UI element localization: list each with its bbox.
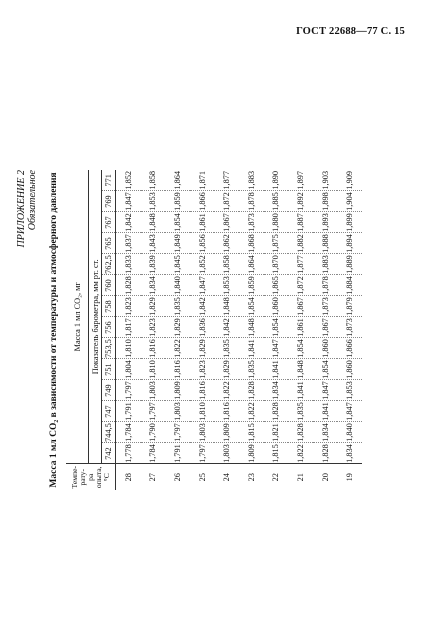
mass-cell: 1,854 xyxy=(312,359,337,380)
pressure-header-cell: 753,5 xyxy=(101,338,115,359)
pressure-header-cell: 747 xyxy=(101,401,115,422)
mass-cell: 1,828 xyxy=(320,444,330,463)
pressure-header-cell: 751 xyxy=(101,359,115,380)
mass-cell: 1,893 xyxy=(312,212,337,233)
mass-cell: 1,797 xyxy=(165,422,190,443)
appendix-title: ПРИЛОЖЕНИЕ 2 xyxy=(15,170,27,248)
mass-cell: 1,848 xyxy=(288,359,313,380)
mass-cell: 1,837 xyxy=(115,233,140,254)
mass-cell: 1,841 xyxy=(288,380,313,401)
mass-cell: 1,878 xyxy=(312,275,337,296)
mass-cell: 1,889 xyxy=(337,254,362,275)
mass-cell: 1,904 xyxy=(337,191,362,212)
table-row xyxy=(337,170,362,490)
mass-cell: 1,867 xyxy=(312,317,337,338)
mass-cell: 1,880 xyxy=(263,212,288,233)
mass-cell: 1,828 xyxy=(263,401,288,422)
mass-cell: 1,847 xyxy=(263,338,288,359)
mass-cell: 1,797 xyxy=(115,380,140,401)
mass-cell: 1,835 xyxy=(214,338,239,359)
mass-cell: 1,847 xyxy=(189,275,214,296)
mass-cell: 1,797 xyxy=(197,444,207,463)
mass-cell: 1,888 xyxy=(312,233,337,254)
mass-cell: 1,897 xyxy=(288,170,313,191)
mass-cell: 1,890 xyxy=(263,170,288,191)
mass-cell: 1,852 xyxy=(189,254,214,275)
mass-cell: 1,835 xyxy=(288,401,313,422)
mass-cell: 1,804 xyxy=(115,359,140,380)
mass-cell: 1,865 xyxy=(263,275,288,296)
pressure-header-cell: 756 xyxy=(101,317,115,338)
mass-cell: 1,909 xyxy=(337,170,362,191)
mass-cell: 1,803 xyxy=(165,401,190,422)
pressure-header-cell: 749 xyxy=(101,380,115,401)
mass-cell: 1,784 xyxy=(115,422,140,443)
pressure-header-cell: 769 xyxy=(101,191,115,212)
mass-cell: 1,835 xyxy=(238,359,263,380)
mass-cell: 1,834 xyxy=(263,380,288,401)
mass-cell: 1,822 xyxy=(214,380,239,401)
appendix-label xyxy=(16,170,38,490)
mass-cell: 1,842 xyxy=(115,212,140,233)
mass-cell: 1,856 xyxy=(189,233,214,254)
mass-cell: 1,885 xyxy=(263,191,288,212)
table-row xyxy=(288,170,313,490)
mass-cell: 1,878 xyxy=(238,191,263,212)
mass-cell: 1,861 xyxy=(288,317,313,338)
mass-cell: 1,854 xyxy=(165,212,190,233)
mass-cell: 1,784 xyxy=(147,444,157,463)
mass-cell: 1,860 xyxy=(337,359,362,380)
table-title: Масса 1 мл CO₂ в зависимости от температуры и атмосферного давления xyxy=(48,172,59,488)
table-row xyxy=(140,170,165,490)
table-row xyxy=(115,170,140,490)
mass-cell: 1,858 xyxy=(214,254,239,275)
mass-cell: 1,809 xyxy=(214,422,239,443)
mass-cell: 1,803 xyxy=(189,422,214,443)
mass-cell: 1,847 xyxy=(312,380,337,401)
mass-cell: 1,899 xyxy=(337,212,362,233)
mass-cell: 1,883 xyxy=(238,170,263,191)
mass-cell: 1,887 xyxy=(288,212,313,233)
mass-cell: 1,864 xyxy=(165,170,190,191)
temperature-cell: 25 xyxy=(189,464,214,490)
mass-cell: 1,867 xyxy=(214,212,239,233)
mass-cell: 1,847 xyxy=(115,191,140,212)
mass-cell: 1,861 xyxy=(189,212,214,233)
pressure-header-cell: 742 xyxy=(101,443,115,464)
mass-cell: 1,797 xyxy=(140,401,165,422)
mass-cell: 1,853 xyxy=(337,380,362,401)
mass-cell: 1,816 xyxy=(165,359,190,380)
mass-cell: 1,872 xyxy=(214,191,239,212)
mass-cell: 1,873 xyxy=(337,317,362,338)
mass-cell: 1,842 xyxy=(189,296,214,317)
mass-cell: 1,822 xyxy=(238,401,263,422)
mass-cell: 1,823 xyxy=(189,359,214,380)
mass-cell: 1,892 xyxy=(288,191,313,212)
mass-cell: 1,871 xyxy=(189,170,214,191)
mass-cell: 1,834 xyxy=(344,444,354,463)
mass-cell: 1,816 xyxy=(140,338,165,359)
pressure-header-cell: 744,5 xyxy=(101,422,115,443)
mass-cell: 1,864 xyxy=(238,254,263,275)
mass-cell: 1,815 xyxy=(270,444,280,463)
temperature-cell: 23 xyxy=(238,464,263,490)
rotated-content xyxy=(16,170,414,490)
mass-cell: 1,809 xyxy=(165,380,190,401)
pressure-header-cell: 765 xyxy=(101,233,115,254)
mass-cell: 1,791 xyxy=(115,401,140,422)
temperature-cell: 20 xyxy=(312,464,337,490)
mass-cell: 1,828 xyxy=(238,380,263,401)
mass-cell: 1,829 xyxy=(189,338,214,359)
table-row xyxy=(263,170,288,490)
mass-cell: 1,875 xyxy=(263,233,288,254)
pressure-header-cell: 760 xyxy=(101,275,115,296)
mass-cell: 1,817 xyxy=(115,317,140,338)
table-row xyxy=(238,170,263,490)
mass-cell: 1,848 xyxy=(214,296,239,317)
mass-cell: 1,840 xyxy=(337,422,362,443)
mass-cell: 1,809 xyxy=(246,444,256,463)
mass-cell: 1,853 xyxy=(214,275,239,296)
mass-cell: 1,854 xyxy=(263,317,288,338)
temperature-cell: 28 xyxy=(115,464,140,490)
mass-cell: 1,828 xyxy=(115,275,140,296)
mass-cell: 1,828 xyxy=(288,422,313,443)
mass-cell: 1,791 xyxy=(172,444,182,463)
mass-cell: 1,803 xyxy=(221,444,231,463)
temperature-cell: 21 xyxy=(288,464,313,490)
mass-header: Масса 1 мл CO₂, мг xyxy=(66,170,89,464)
table-row xyxy=(189,170,214,490)
mass-cell: 1,873 xyxy=(238,212,263,233)
mass-cell: 1,810 xyxy=(115,338,140,359)
temperature-cell: 22 xyxy=(263,464,288,490)
co2-mass-table xyxy=(66,170,362,490)
mass-cell: 1,829 xyxy=(165,317,190,338)
mass-cell: 1,859 xyxy=(238,275,263,296)
mass-cell: 1,860 xyxy=(263,296,288,317)
mass-cell: 1,816 xyxy=(189,380,214,401)
mass-cell: 1,866 xyxy=(337,338,362,359)
mass-cell: 1,877 xyxy=(288,254,313,275)
temperature-cell: 19 xyxy=(337,464,362,490)
mass-cell: 1,836 xyxy=(189,317,214,338)
mass-cell: 1,848 xyxy=(140,212,165,233)
mass-cell: 1,841 xyxy=(312,401,337,422)
mass-cell: 1,810 xyxy=(140,359,165,380)
mass-cell: 1,903 xyxy=(312,170,337,191)
mass-cell: 1,859 xyxy=(165,191,190,212)
temperature-cell: 27 xyxy=(140,464,165,490)
mass-cell: 1,821 xyxy=(263,422,288,443)
mass-cell: 1,873 xyxy=(312,296,337,317)
mass-cell: 1,823 xyxy=(115,296,140,317)
mass-cell: 1,834 xyxy=(140,275,165,296)
pressure-header-cell: 771 xyxy=(101,170,115,191)
mass-cell: 1,822 xyxy=(295,444,305,463)
mass-cell: 1,868 xyxy=(238,233,263,254)
mass-cell: 1,882 xyxy=(288,233,313,254)
mass-cell: 1,816 xyxy=(214,401,239,422)
mass-cell: 1,810 xyxy=(189,401,214,422)
mass-cell: 1,894 xyxy=(337,233,362,254)
mass-cell: 1,860 xyxy=(312,338,337,359)
mass-cell: 1,867 xyxy=(288,296,313,317)
mass-cell: 1,854 xyxy=(288,338,313,359)
mass-cell: 1,835 xyxy=(165,296,190,317)
table-row xyxy=(312,170,337,490)
mass-cell: 1,872 xyxy=(288,275,313,296)
mass-cell: 1,879 xyxy=(337,296,362,317)
mass-cell: 1,853 xyxy=(140,191,165,212)
temperature-header: Темпе- рату- ра опыта, °С xyxy=(66,464,116,490)
mass-cell: 1,862 xyxy=(214,233,239,254)
pressure-header-cell: 758 xyxy=(101,296,115,317)
mass-cell: 1,898 xyxy=(312,191,337,212)
mass-cell: 1,870 xyxy=(263,254,288,275)
mass-cell: 1,877 xyxy=(214,170,239,191)
page-header: ГОСТ 22688—77 С. 15 xyxy=(296,26,405,37)
mass-cell: 1,790 xyxy=(140,422,165,443)
mass-cell: 1,847 xyxy=(337,401,362,422)
mass-cell: 1,845 xyxy=(165,254,190,275)
mass-cell: 1,839 xyxy=(140,254,165,275)
table-row xyxy=(214,170,239,490)
mass-cell: 1,843 xyxy=(140,233,165,254)
appendix-subtitle: Обязательное xyxy=(26,170,38,231)
mass-cell: 1,840 xyxy=(165,275,190,296)
mass-cell: 1,833 xyxy=(115,254,140,275)
temperature-cell: 24 xyxy=(214,464,239,490)
mass-cell: 1,829 xyxy=(214,359,239,380)
mass-cell: 1,849 xyxy=(165,233,190,254)
mass-cell: 1,866 xyxy=(189,191,214,212)
mass-cell: 1,822 xyxy=(165,338,190,359)
mass-cell: 1,829 xyxy=(140,296,165,317)
mass-cell: 1,884 xyxy=(337,275,362,296)
mass-cell: 1,834 xyxy=(312,422,337,443)
mass-cell: 1,848 xyxy=(238,317,263,338)
mass-cell: 1,841 xyxy=(238,338,263,359)
mass-cell: 1,858 xyxy=(140,170,165,191)
mass-cell: 1,823 xyxy=(140,317,165,338)
mass-cell: 1,852 xyxy=(115,170,140,191)
pressure-header-cell: 767 xyxy=(101,212,115,233)
mass-cell: 1,778 xyxy=(123,444,133,463)
mass-cell: 1,854 xyxy=(238,296,263,317)
table-row xyxy=(165,170,190,490)
barometer-header: Показатель барометра, мм рт. ст. xyxy=(88,170,101,464)
mass-cell: 1,841 xyxy=(263,359,288,380)
mass-cell: 1,883 xyxy=(312,254,337,275)
pressure-header-cell: 762,5 xyxy=(101,254,115,275)
mass-cell: 1,842 xyxy=(214,317,239,338)
temperature-cell: 26 xyxy=(165,464,190,490)
mass-cell: 1,803 xyxy=(140,380,165,401)
mass-cell: 1,815 xyxy=(238,422,263,443)
